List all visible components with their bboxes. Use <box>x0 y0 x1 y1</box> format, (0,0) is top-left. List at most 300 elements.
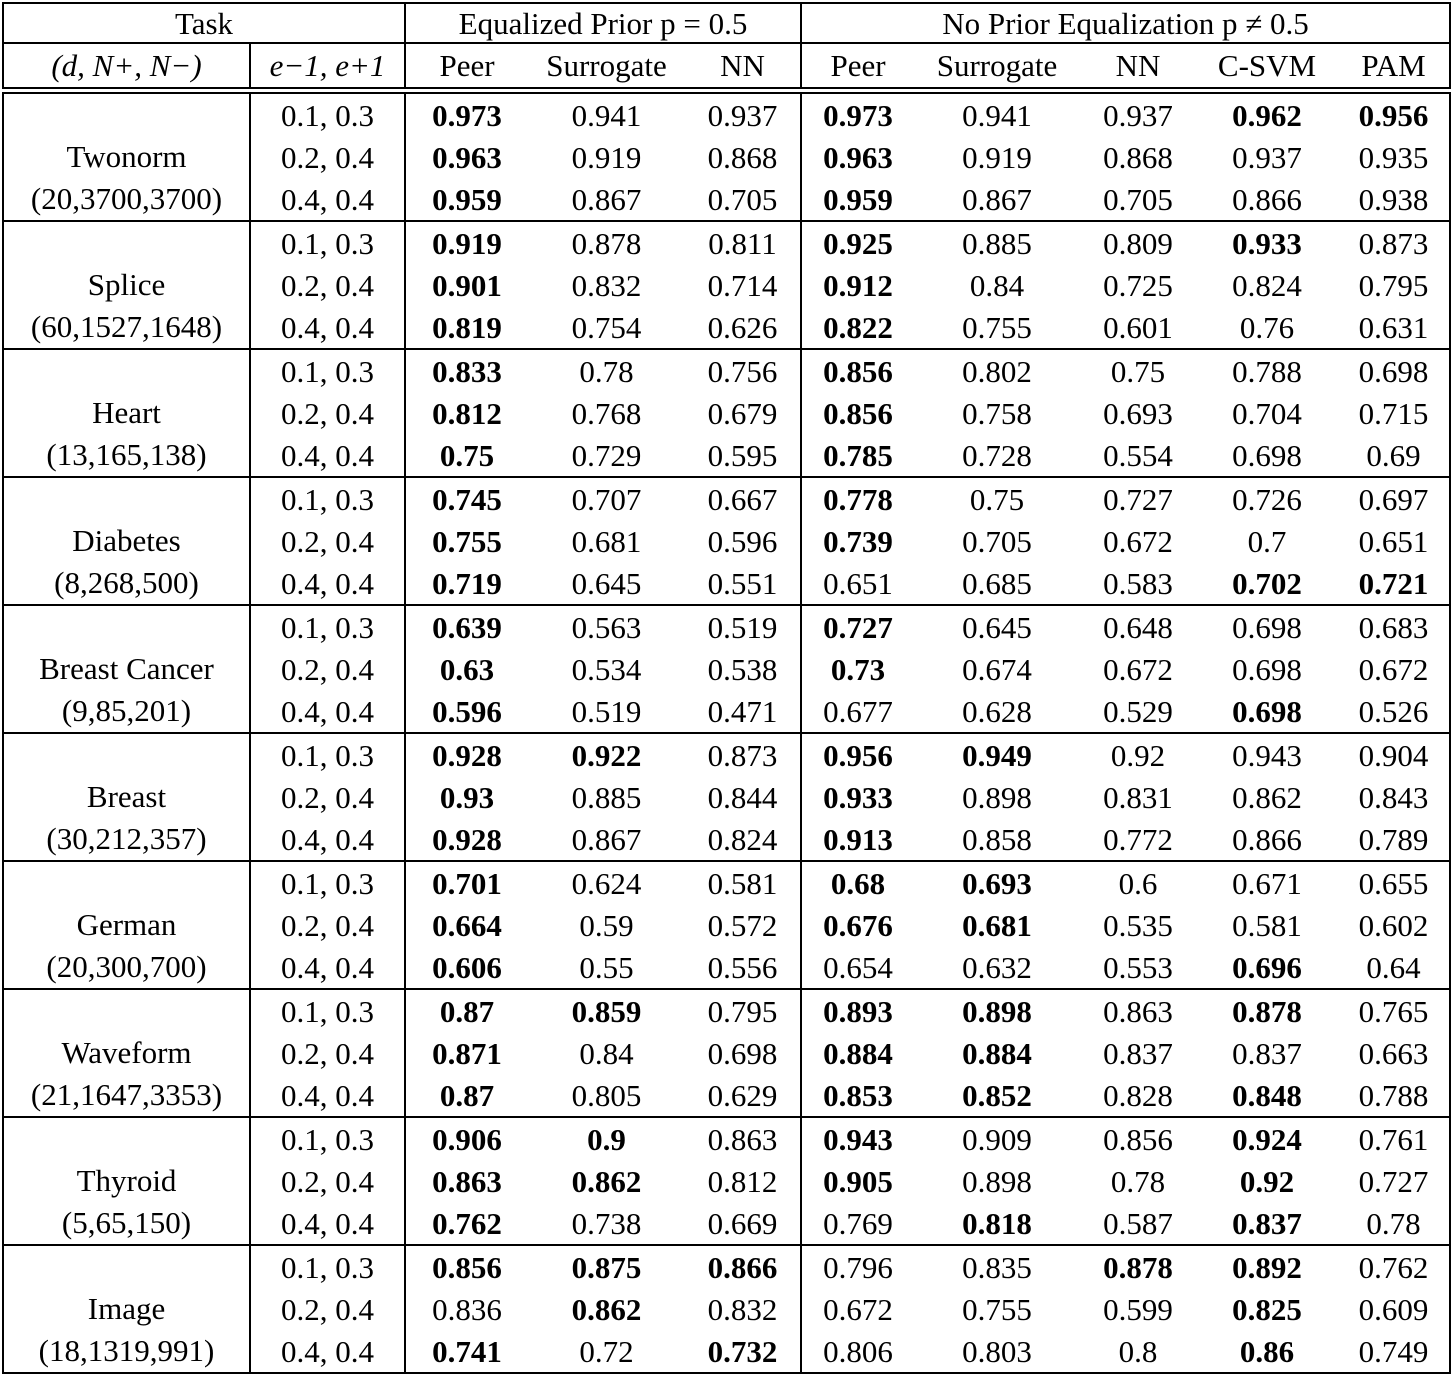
task-dims: (9,85,201) <box>61 693 192 728</box>
value-cell: 0.92 <box>1110 737 1166 773</box>
value-cell: 0.943 <box>1232 737 1302 773</box>
value-cell: 0.754 <box>528 306 685 349</box>
value-cell: 0.556 <box>685 946 801 989</box>
value-cell: 0.878 <box>1103 1249 1173 1285</box>
noise-cell: 0.1, 0.3 <box>250 93 405 136</box>
noise-cell: 0.4, 0.4 <box>250 818 405 861</box>
value-cell: 0.583 <box>1080 562 1196 605</box>
value-cell: 0.836 <box>432 1291 502 1327</box>
value-cell: 0.534 <box>571 651 642 687</box>
table-row <box>3 989 1450 1032</box>
value-cell: 0.871 <box>432 1035 502 1071</box>
task-name: Thyroid <box>76 1163 177 1198</box>
value-cell: 0.563 <box>571 609 642 645</box>
value-cell: 0.696 <box>1196 946 1338 989</box>
value-cell: 0.819 <box>405 306 528 349</box>
header-col-surrogate: Surrogate <box>528 43 685 88</box>
table-row <box>3 349 1450 392</box>
value-cell: 0.803 <box>914 1330 1080 1373</box>
table-row <box>3 221 1450 264</box>
task-cell <box>3 605 250 733</box>
value-cell: 0.859 <box>571 993 642 1029</box>
value-cell: 0.919 <box>962 139 1032 175</box>
value-cell: 0.856 <box>823 353 893 389</box>
table-row <box>3 733 1450 776</box>
value-cell: 0.738 <box>528 1202 685 1245</box>
task-dims: (30,212,357) <box>46 821 207 856</box>
value-cell: 0.906 <box>432 1121 502 1157</box>
value-cell: 0.925 <box>823 225 893 261</box>
noise-cell: 0.1, 0.3 <box>250 349 405 392</box>
value-cell: 0.698 <box>1232 609 1302 645</box>
value-cell: 0.663 <box>1338 1032 1450 1074</box>
task-dims: (5,65,150) <box>61 1205 192 1240</box>
value-cell: 0.75 <box>969 481 1025 517</box>
value-cell: 0.806 <box>801 1330 914 1373</box>
value-cell: 0.707 <box>571 481 642 517</box>
value-cell: 0.68 <box>830 865 886 901</box>
value-cell: 0.69 <box>1338 434 1450 477</box>
task-name: Diabetes <box>72 523 181 558</box>
noise-cell: 0.1, 0.3 <box>250 861 405 904</box>
task-dims: (20,300,700) <box>46 949 207 984</box>
value-cell: 0.962 <box>1232 97 1302 133</box>
value-cell: 0.535 <box>1103 907 1173 943</box>
value-cell: 0.866 <box>1196 818 1338 861</box>
value-cell: 0.714 <box>685 264 801 306</box>
task-spacer <box>4 222 249 264</box>
value-cell: 0.837 <box>1103 1035 1173 1071</box>
value-cell: 0.875 <box>571 1249 642 1285</box>
value-cell: 0.878 <box>571 225 642 261</box>
value-cell: 0.596 <box>405 690 528 733</box>
noise-cell: 0.1, 0.3 <box>250 1245 405 1288</box>
header-row-groups <box>3 3 1450 43</box>
value-cell: 0.76 <box>1196 306 1338 349</box>
task-name: Image <box>87 1291 166 1326</box>
value-cell: 0.885 <box>571 779 642 815</box>
value-cell: 0.84 <box>969 267 1025 303</box>
value-cell: 0.919 <box>432 225 502 261</box>
value-cell: 0.898 <box>962 779 1032 815</box>
value-cell: 0.848 <box>1196 1074 1338 1117</box>
task-cell <box>3 733 250 861</box>
value-cell: 0.704 <box>1232 395 1302 431</box>
value-cell: 0.862 <box>571 1291 642 1327</box>
value-cell: 0.862 <box>1232 779 1302 815</box>
value-cell: 0.553 <box>1080 946 1196 989</box>
noise-cell: 0.4, 0.4 <box>250 306 405 349</box>
value-cell: 0.624 <box>571 865 642 901</box>
task-spacer <box>4 734 249 776</box>
value-cell: 0.959 <box>405 178 528 221</box>
value-cell: 0.892 <box>1232 1249 1302 1285</box>
task-dims: (8,268,500) <box>54 565 199 600</box>
value-cell: 0.778 <box>823 481 893 517</box>
value-cell: 0.853 <box>801 1074 914 1117</box>
value-cell: 0.878 <box>1232 993 1302 1029</box>
value-cell: 0.762 <box>405 1202 528 1245</box>
noise-cell: 0.2, 0.4 <box>250 392 405 434</box>
value-cell: 0.698 <box>1196 690 1338 733</box>
value-cell: 0.9 <box>587 1121 626 1157</box>
task-dims: (21,1647,3353) <box>30 1077 223 1112</box>
value-cell: 0.671 <box>1232 865 1302 901</box>
value-cell: 0.64 <box>1338 946 1450 989</box>
value-cell: 0.909 <box>962 1121 1032 1157</box>
value-cell: 0.693 <box>962 865 1032 901</box>
value-cell: 0.812 <box>432 395 502 431</box>
value-cell: 0.595 <box>685 434 801 477</box>
value-cell: 0.651 <box>801 562 914 605</box>
value-cell: 0.831 <box>1103 779 1173 815</box>
noise-cell: 0.2, 0.4 <box>250 1288 405 1330</box>
value-cell: 0.873 <box>685 733 801 776</box>
value-cell: 0.856 <box>432 1249 502 1285</box>
value-cell: 0.84 <box>579 1035 634 1071</box>
value-cell: 0.768 <box>571 395 642 431</box>
value-cell: 0.828 <box>1080 1074 1196 1117</box>
value-cell: 0.632 <box>914 946 1080 989</box>
noise-cell: 0.4, 0.4 <box>250 178 405 221</box>
value-cell: 0.922 <box>571 737 642 773</box>
value-cell: 0.755 <box>914 306 1080 349</box>
value-cell: 0.672 <box>823 1291 893 1327</box>
value-cell: 0.789 <box>1338 818 1450 861</box>
value-cell: 0.596 <box>685 520 801 562</box>
value-cell: 0.739 <box>823 523 893 559</box>
value-cell: 0.587 <box>1080 1202 1196 1245</box>
noise-cell: 0.2, 0.4 <box>250 520 405 562</box>
header-col-peer: Peer <box>801 43 914 88</box>
value-cell: 0.672 <box>1103 523 1173 559</box>
value-cell: 0.863 <box>432 1163 502 1199</box>
value-cell: 0.93 <box>439 779 495 815</box>
value-cell: 0.928 <box>405 818 528 861</box>
value-cell: 0.956 <box>1338 93 1450 136</box>
task-name: Splice <box>87 267 166 302</box>
value-cell: 0.551 <box>685 562 801 605</box>
value-cell: 0.626 <box>685 306 801 349</box>
table-row <box>3 605 1450 648</box>
noise-cell: 0.4, 0.4 <box>250 434 405 477</box>
header-col-surrogate: Surrogate <box>914 43 1080 88</box>
header-noise-rates: e−1, e+1 <box>250 43 405 88</box>
value-cell: 0.756 <box>685 349 801 392</box>
results-table-container <box>2 2 1451 1374</box>
value-cell: 0.681 <box>571 523 642 559</box>
table-row <box>3 861 1450 904</box>
value-cell: 0.669 <box>685 1202 801 1245</box>
value-cell: 0.867 <box>528 178 685 221</box>
value-cell: 0.554 <box>1080 434 1196 477</box>
value-cell: 0.765 <box>1338 989 1450 1032</box>
value-cell: 0.7 <box>1247 523 1287 559</box>
value-cell: 0.885 <box>962 225 1032 261</box>
noise-cell: 0.4, 0.4 <box>250 562 405 605</box>
noise-cell: 0.1, 0.3 <box>250 1117 405 1160</box>
header-col-nn: NN <box>685 43 801 88</box>
value-cell: 0.672 <box>1338 648 1450 690</box>
task-cell <box>3 1245 250 1373</box>
value-cell: 0.749 <box>1338 1330 1450 1373</box>
value-cell: 0.629 <box>685 1074 801 1117</box>
value-cell: 0.59 <box>579 907 634 943</box>
task-spacer <box>4 606 249 648</box>
value-cell: 0.715 <box>1338 392 1450 434</box>
value-cell: 0.963 <box>823 139 893 175</box>
noise-cell: 0.2, 0.4 <box>250 1160 405 1202</box>
value-cell: 0.73 <box>830 651 886 687</box>
value-cell: 0.719 <box>405 562 528 605</box>
noise-cell: 0.1, 0.3 <box>250 221 405 264</box>
value-cell: 0.913 <box>801 818 914 861</box>
value-cell: 0.599 <box>1103 1291 1173 1327</box>
value-cell: 0.6 <box>1118 865 1158 901</box>
header-row-columns <box>3 43 1450 88</box>
value-cell: 0.679 <box>685 392 801 434</box>
value-cell: 0.672 <box>1103 651 1173 687</box>
noise-cell: 0.2, 0.4 <box>250 904 405 946</box>
value-cell: 0.697 <box>1338 477 1450 520</box>
noise-cell: 0.2, 0.4 <box>250 776 405 818</box>
noise-cell: 0.2, 0.4 <box>250 136 405 178</box>
header-group-no-equalization: No Prior Equalization p ≠ 0.5 <box>801 3 1450 43</box>
value-cell: 0.705 <box>1080 178 1196 221</box>
value-cell: 0.884 <box>962 1035 1032 1071</box>
value-cell: 0.884 <box>823 1035 893 1071</box>
noise-cell: 0.2, 0.4 <box>250 264 405 306</box>
task-cell <box>3 861 250 989</box>
value-cell: 0.55 <box>528 946 685 989</box>
value-cell: 0.628 <box>914 690 1080 733</box>
value-cell: 0.866 <box>1196 178 1338 221</box>
value-cell: 0.862 <box>571 1163 642 1199</box>
value-cell: 0.785 <box>801 434 914 477</box>
value-cell: 0.674 <box>962 651 1032 687</box>
value-cell: 0.631 <box>1338 306 1450 349</box>
noise-cell: 0.4, 0.4 <box>250 1202 405 1245</box>
task-cell <box>3 477 250 605</box>
table-row <box>3 477 1450 520</box>
value-cell: 0.943 <box>823 1121 893 1157</box>
value-cell: 0.928 <box>432 737 502 773</box>
header-group-equalized: Equalized Prior p = 0.5 <box>405 3 801 43</box>
value-cell: 0.87 <box>439 993 495 1029</box>
value-cell: 0.811 <box>685 221 801 264</box>
value-cell: 0.772 <box>1080 818 1196 861</box>
value-cell: 0.529 <box>1080 690 1196 733</box>
header-task-dims: (d, N+, N−) <box>3 43 250 88</box>
value-cell: 0.818 <box>914 1202 1080 1245</box>
value-cell: 0.835 <box>962 1249 1032 1285</box>
value-cell: 0.581 <box>1232 907 1302 943</box>
value-cell: 0.933 <box>1232 225 1302 261</box>
value-cell: 0.937 <box>1232 139 1302 175</box>
value-cell: 0.655 <box>1338 861 1450 904</box>
value-cell: 0.873 <box>1338 221 1450 264</box>
value-cell: 0.664 <box>432 907 502 943</box>
value-cell: 0.856 <box>1103 1121 1173 1157</box>
noise-cell: 0.4, 0.4 <box>250 1074 405 1117</box>
value-cell: 0.667 <box>685 477 801 520</box>
value-cell: 0.863 <box>1103 993 1173 1029</box>
value-cell: 0.796 <box>823 1249 893 1285</box>
value-cell: 0.898 <box>962 993 1032 1029</box>
value-cell: 0.645 <box>962 609 1032 645</box>
value-cell: 0.726 <box>1232 481 1302 517</box>
value-cell: 0.937 <box>1103 97 1173 133</box>
value-cell: 0.893 <box>823 993 893 1029</box>
value-cell: 0.651 <box>1338 520 1450 562</box>
value-cell: 0.868 <box>685 136 801 178</box>
value-cell: 0.941 <box>962 97 1032 133</box>
value-cell: 0.941 <box>571 97 642 133</box>
value-cell: 0.837 <box>1232 1035 1302 1071</box>
value-cell: 0.761 <box>1338 1117 1450 1160</box>
value-cell: 0.526 <box>1338 690 1450 733</box>
value-cell: 0.681 <box>962 907 1032 943</box>
task-cell <box>3 349 250 477</box>
task-name: Breast <box>86 779 167 814</box>
task-spacer <box>4 350 249 392</box>
value-cell: 0.601 <box>1080 306 1196 349</box>
task-dims: (13,165,138) <box>46 437 207 472</box>
task-dims: (60,1527,1648) <box>30 309 223 344</box>
header-col-nn: NN <box>1080 43 1196 88</box>
header-task: Task <box>3 3 405 43</box>
header-col-pam: PAM <box>1338 43 1450 88</box>
noise-cell: 0.4, 0.4 <box>250 690 405 733</box>
value-cell: 0.973 <box>432 97 502 133</box>
value-cell: 0.963 <box>432 139 502 175</box>
noise-cell: 0.4, 0.4 <box>250 1330 405 1373</box>
value-cell: 0.935 <box>1338 136 1450 178</box>
task-spacer <box>4 1246 249 1288</box>
value-cell: 0.698 <box>685 1032 801 1074</box>
results-table <box>2 2 1451 1374</box>
noise-cell: 0.1, 0.3 <box>250 605 405 648</box>
value-cell: 0.795 <box>1338 264 1450 306</box>
value-cell: 0.75 <box>405 434 528 477</box>
noise-cell: 0.1, 0.3 <box>250 477 405 520</box>
value-cell: 0.519 <box>528 690 685 733</box>
value-cell: 0.788 <box>1232 353 1302 389</box>
value-cell: 0.959 <box>801 178 914 221</box>
noise-cell: 0.4, 0.4 <box>250 946 405 989</box>
noise-cell: 0.2, 0.4 <box>250 648 405 690</box>
value-cell: 0.924 <box>1232 1121 1302 1157</box>
task-name: Heart <box>92 395 161 430</box>
value-cell: 0.824 <box>1232 267 1302 303</box>
value-cell: 0.63 <box>439 651 495 687</box>
value-cell: 0.863 <box>685 1117 801 1160</box>
task-spacer <box>4 990 249 1032</box>
value-cell: 0.844 <box>685 776 801 818</box>
value-cell: 0.685 <box>914 562 1080 605</box>
value-cell: 0.581 <box>685 861 801 904</box>
value-cell: 0.721 <box>1338 562 1450 605</box>
value-cell: 0.725 <box>1103 267 1173 303</box>
value-cell: 0.698 <box>1338 349 1450 392</box>
value-cell: 0.683 <box>1338 605 1450 648</box>
noise-cell: 0.1, 0.3 <box>250 989 405 1032</box>
value-cell: 0.677 <box>801 690 914 733</box>
value-cell: 0.868 <box>1103 139 1173 175</box>
value-cell: 0.843 <box>1338 776 1450 818</box>
value-cell: 0.852 <box>914 1074 1080 1117</box>
task-cell <box>3 93 250 221</box>
value-cell: 0.788 <box>1338 1074 1450 1117</box>
value-cell: 0.729 <box>528 434 685 477</box>
task-dims: (20,3700,3700) <box>30 181 223 216</box>
value-cell: 0.919 <box>571 139 642 175</box>
value-cell: 0.87 <box>405 1074 528 1117</box>
value-cell: 0.755 <box>962 1291 1032 1327</box>
task-spacer <box>4 862 249 904</box>
value-cell: 0.519 <box>685 605 801 648</box>
table-row <box>3 1245 1450 1288</box>
table-row <box>3 1117 1450 1160</box>
value-cell: 0.701 <box>432 865 502 901</box>
value-cell: 0.92 <box>1239 1163 1295 1199</box>
value-cell: 0.654 <box>801 946 914 989</box>
value-cell: 0.75 <box>1110 353 1166 389</box>
table-row <box>3 93 1450 136</box>
value-cell: 0.832 <box>571 267 642 303</box>
value-cell: 0.973 <box>823 97 893 133</box>
value-cell: 0.639 <box>432 609 502 645</box>
value-cell: 0.698 <box>1232 651 1302 687</box>
value-cell: 0.8 <box>1080 1330 1196 1373</box>
value-cell: 0.933 <box>823 779 893 815</box>
task-spacer <box>4 94 249 136</box>
value-cell: 0.676 <box>823 907 893 943</box>
value-cell: 0.837 <box>1196 1202 1338 1245</box>
value-cell: 0.727 <box>1103 481 1173 517</box>
value-cell: 0.705 <box>962 523 1032 559</box>
value-cell: 0.805 <box>528 1074 685 1117</box>
value-cell: 0.72 <box>528 1330 685 1373</box>
value-cell: 0.866 <box>685 1245 801 1288</box>
value-cell: 0.867 <box>528 818 685 861</box>
value-cell: 0.702 <box>1196 562 1338 605</box>
value-cell: 0.698 <box>1196 434 1338 477</box>
value-cell: 0.602 <box>1338 904 1450 946</box>
value-cell: 0.78 <box>579 353 634 389</box>
header-col-csvm: C-SVM <box>1196 43 1338 88</box>
value-cell: 0.648 <box>1103 609 1173 645</box>
value-cell: 0.938 <box>1338 178 1450 221</box>
value-cell: 0.956 <box>823 737 893 773</box>
value-cell: 0.904 <box>1338 733 1450 776</box>
task-cell <box>3 221 250 349</box>
value-cell: 0.824 <box>685 818 801 861</box>
value-cell: 0.832 <box>685 1288 801 1330</box>
value-cell: 0.727 <box>823 609 893 645</box>
task-name: Waveform <box>61 1035 192 1070</box>
task-name: Breast Cancer <box>39 651 214 686</box>
value-cell: 0.949 <box>962 737 1032 773</box>
value-cell: 0.609 <box>1338 1288 1450 1330</box>
value-cell: 0.833 <box>432 353 502 389</box>
task-dims: (18,1319,991) <box>38 1333 215 1368</box>
value-cell: 0.727 <box>1338 1160 1450 1202</box>
task-cell <box>3 989 250 1117</box>
header-col-peer: Peer <box>405 43 528 88</box>
value-cell: 0.898 <box>962 1163 1032 1199</box>
task-cell <box>3 1117 250 1245</box>
